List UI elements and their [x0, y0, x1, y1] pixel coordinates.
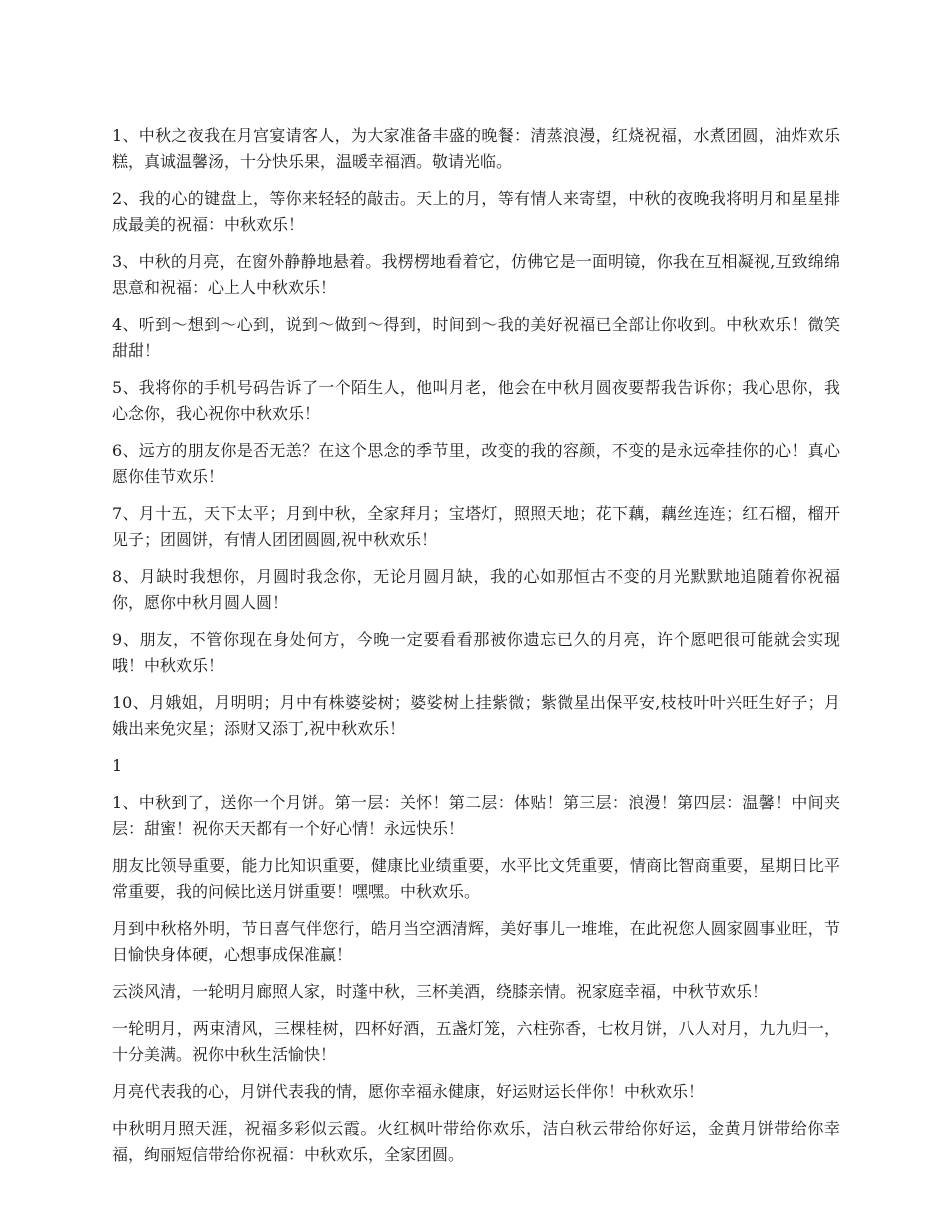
section-number: 1	[112, 756, 123, 775]
paragraph-10: 10、月娥姐，月明明；月中有株婆娑树；婆娑树上挂紫微；紫微星出保平安,枝枝叶叶兴旺生好子；月娥出来免灾星；添财又添丁,祝中秋欢乐！	[112, 693, 840, 738]
paragraph-6: 6、远方的朋友你是否无恙？在这个思念的季节里，改变的我的容颜，不变的是永远牵挂你的心！真心愿你佳节欢乐！	[112, 441, 840, 486]
paragraph-14: 云淡风清，一轮明月廊照人家，时蓬中秋，三杯美酒，绕膝亲情。祝家庭幸福，中秋节欢乐！	[112, 982, 769, 1001]
paragraph-11: 1、中秋到了，送你一个月饼。第一层：关怀！第二层：体贴！第三层：浪漫！第四层：温馨！中间夹层：甜蜜！祝你天天都有一个好心情！永远快乐！	[112, 793, 840, 838]
paragraph-5: 5、我将你的手机号码告诉了一个陌生人，他叫月老，他会在中秋月圆夜要帮我告诉你；我心思你，我心念你，我心祝你中秋欢乐！	[112, 378, 840, 423]
paragraph-4: 4、听到～想到～心到，说到～做到～得到，时间到～我的美好祝福已全部让你收到。中秋欢乐！微笑甜甜！	[112, 315, 840, 360]
paragraph-13: 月到中秋格外明，节日喜气伴您行，皓月当空洒清辉，美好事儿一堆堆，在此祝您人圆家圆事业旺，节日愉快身体硬，心想事成保准赢！	[112, 919, 840, 964]
paragraph-8: 8、月缺时我想你，月圆时我念你，无论月圆月缺，我的心如那恒古不变的月光默默地追随着你祝福你，愿你中秋月圆人圆！	[112, 567, 840, 612]
paragraph-2: 2、我的心的键盘上，等你来轻轻的敲击。天上的月，等有情人来寄望，中秋的夜晚我将明月和星星排成最美的祝福：中秋欢乐！	[112, 189, 840, 234]
paragraph-1: 1、中秋之夜我在月宫宴请客人，为大家准备丰盛的晚餐：清蒸浪漫，红烧祝福，水煮团圆，油炸欢乐糕，真诚温馨汤，十分快乐果，温暖幸福酒。敬请光临。	[112, 126, 840, 171]
paragraph-7: 7、月十五，天下太平；月到中秋，全家拜月；宝塔灯，照照天地；花下藕，藕丝连连；红石榴，榴开见子；团圆饼，有情人团团圆圆,祝中秋欢乐！	[112, 504, 840, 549]
paragraph-3: 3、中秋的月亮，在窗外静静地悬着。我楞楞地看着它，仿佛它是一面明镜，你我在互相凝视,互致绵绵思意和祝福：心上人中秋欢乐！	[112, 252, 840, 297]
paragraph-15: 一轮明月，两束清风，三棵桂树，四杯好酒，五盏灯笼，六柱弥香，七枚月饼，八人对月，九九归一，十分美满。祝你中秋生活愉快！	[112, 1019, 840, 1064]
paragraph-12: 朋友比领导重要，能力比知识重要，健康比业绩重要，水平比文凭重要，情商比智商重要，星期日比平常重要，我的问候比送月饼重要！嘿嘿。中秋欢乐。	[112, 856, 840, 901]
paragraph-17: 中秋明月照天涯，祝福多彩似云霞。火红枫叶带给你欢乐，洁白秋云带给你好运，金黄月饼带给你幸福，绚丽短信带给你祝福：中秋欢乐，全家团圆。	[112, 1119, 840, 1164]
paragraph-16: 月亮代表我的心，月饼代表我的情，愿你幸福永健康，好运财运长伴你！中秋欢乐！	[112, 1082, 705, 1101]
paragraph-9: 9、朋友，不管你现在身处何方，今晚一定要看看那被你遗忘已久的月亮，许个愿吧很可能就会实现哦！中秋欢乐！	[112, 630, 840, 675]
